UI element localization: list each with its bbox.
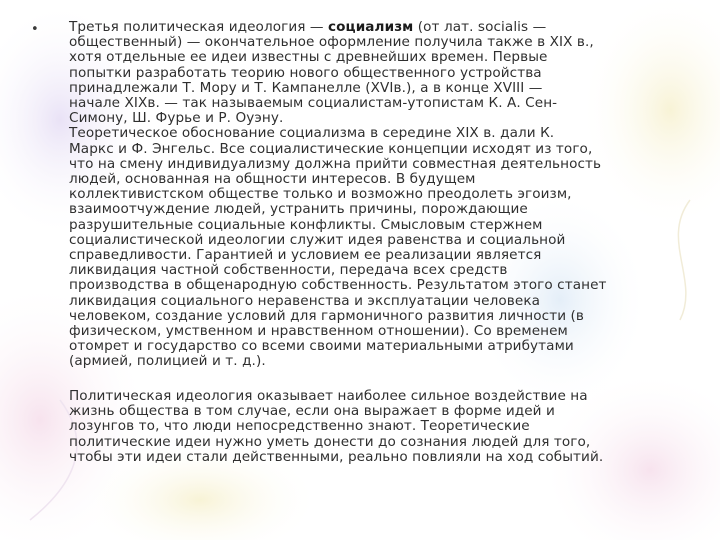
paragraph-socialism: [69, 20, 689, 370]
bullet-icon: •: [31, 22, 39, 37]
text-line: физическом, умственном и нравственном отношении). Со временем: [69, 323, 568, 340]
text-line: людей, основанная на общности интересов. В будущем: [69, 171, 476, 188]
text-line: лозунгов то, что люди непосредственно знают. Теоретические: [69, 418, 530, 435]
text-line: принадлежали Т. Мору и Т. Кампанелле (XVIв.), а в конце XVIII —: [69, 79, 543, 96]
text-line: Симону, Ш. Фурье и Р. Оуэну.: [69, 110, 284, 127]
text-line: чтобы эти идеи стали действенными, реально повлияли на ход событий.: [69, 448, 604, 465]
text-line: [69, 20, 689, 35]
text-line: ликвидация частной собственности, передача всех средств: [69, 262, 508, 279]
text-line: человеком, создание условий для гармоничного развития личности (в: [69, 307, 584, 324]
text-line: Теоретическое обоснование социализма в середине XIX в. дали К.: [69, 125, 555, 142]
text-line: политические идеи нужно уметь донести до сознания людей для того,: [69, 433, 591, 450]
paragraph-political-ideology: [69, 389, 689, 465]
text-line: социалистической идеологии служит идея равенства и социальной: [69, 231, 566, 248]
text-line: попытки разработать теорию нового общественного устройства: [69, 64, 542, 81]
text-line: общественный) — окончательное оформление получила также в XIX в.,: [69, 34, 594, 51]
text-line: коллективистском обществе только и возможно преодолеть эгоизм,: [69, 186, 572, 203]
text-line: взаимоотчуждение людей, устранить причины, порождающие: [69, 201, 528, 218]
term-socialism: социализм: [327, 19, 414, 35]
text-line: (армией, полицией и т. д.).: [69, 353, 266, 370]
text-line: ликвидация социального неравенства и эксплуатации человека: [69, 292, 541, 309]
text-line: что на смену индивидуализму должна прийти совместная деятельность: [69, 155, 602, 172]
text-segment: Третья политическая идеология —: [69, 19, 328, 35]
text-segment: (от лат. socialis —: [413, 19, 547, 35]
text-line: Маркс и Ф. Энгельс. Все социалистические концепции исходят из того,: [69, 140, 593, 157]
text-line: разрушительные социальные конфликты. Смысловым стержнем: [69, 216, 543, 233]
text-line: отомрет и государство со всеми своими материальными атрибутами: [69, 338, 574, 355]
text-line: начале XIXв. — так называемым социалистам-утопистам К. А. Сен-: [69, 95, 558, 112]
text-line: жизнь общества в том случае, если она выражает в форме идей и: [69, 403, 555, 420]
text-line: справедливости. Гарантией и условием ее реализации является: [69, 247, 542, 264]
text-line: хотя отдельные ее идеи известны с древнейших времен. Первые: [69, 49, 548, 66]
text-line: Политическая идеология оказывает наиболее сильное воздействие на: [69, 388, 588, 404]
text-line: производства в общенародную собственность. Результатом этого станет: [69, 277, 607, 294]
